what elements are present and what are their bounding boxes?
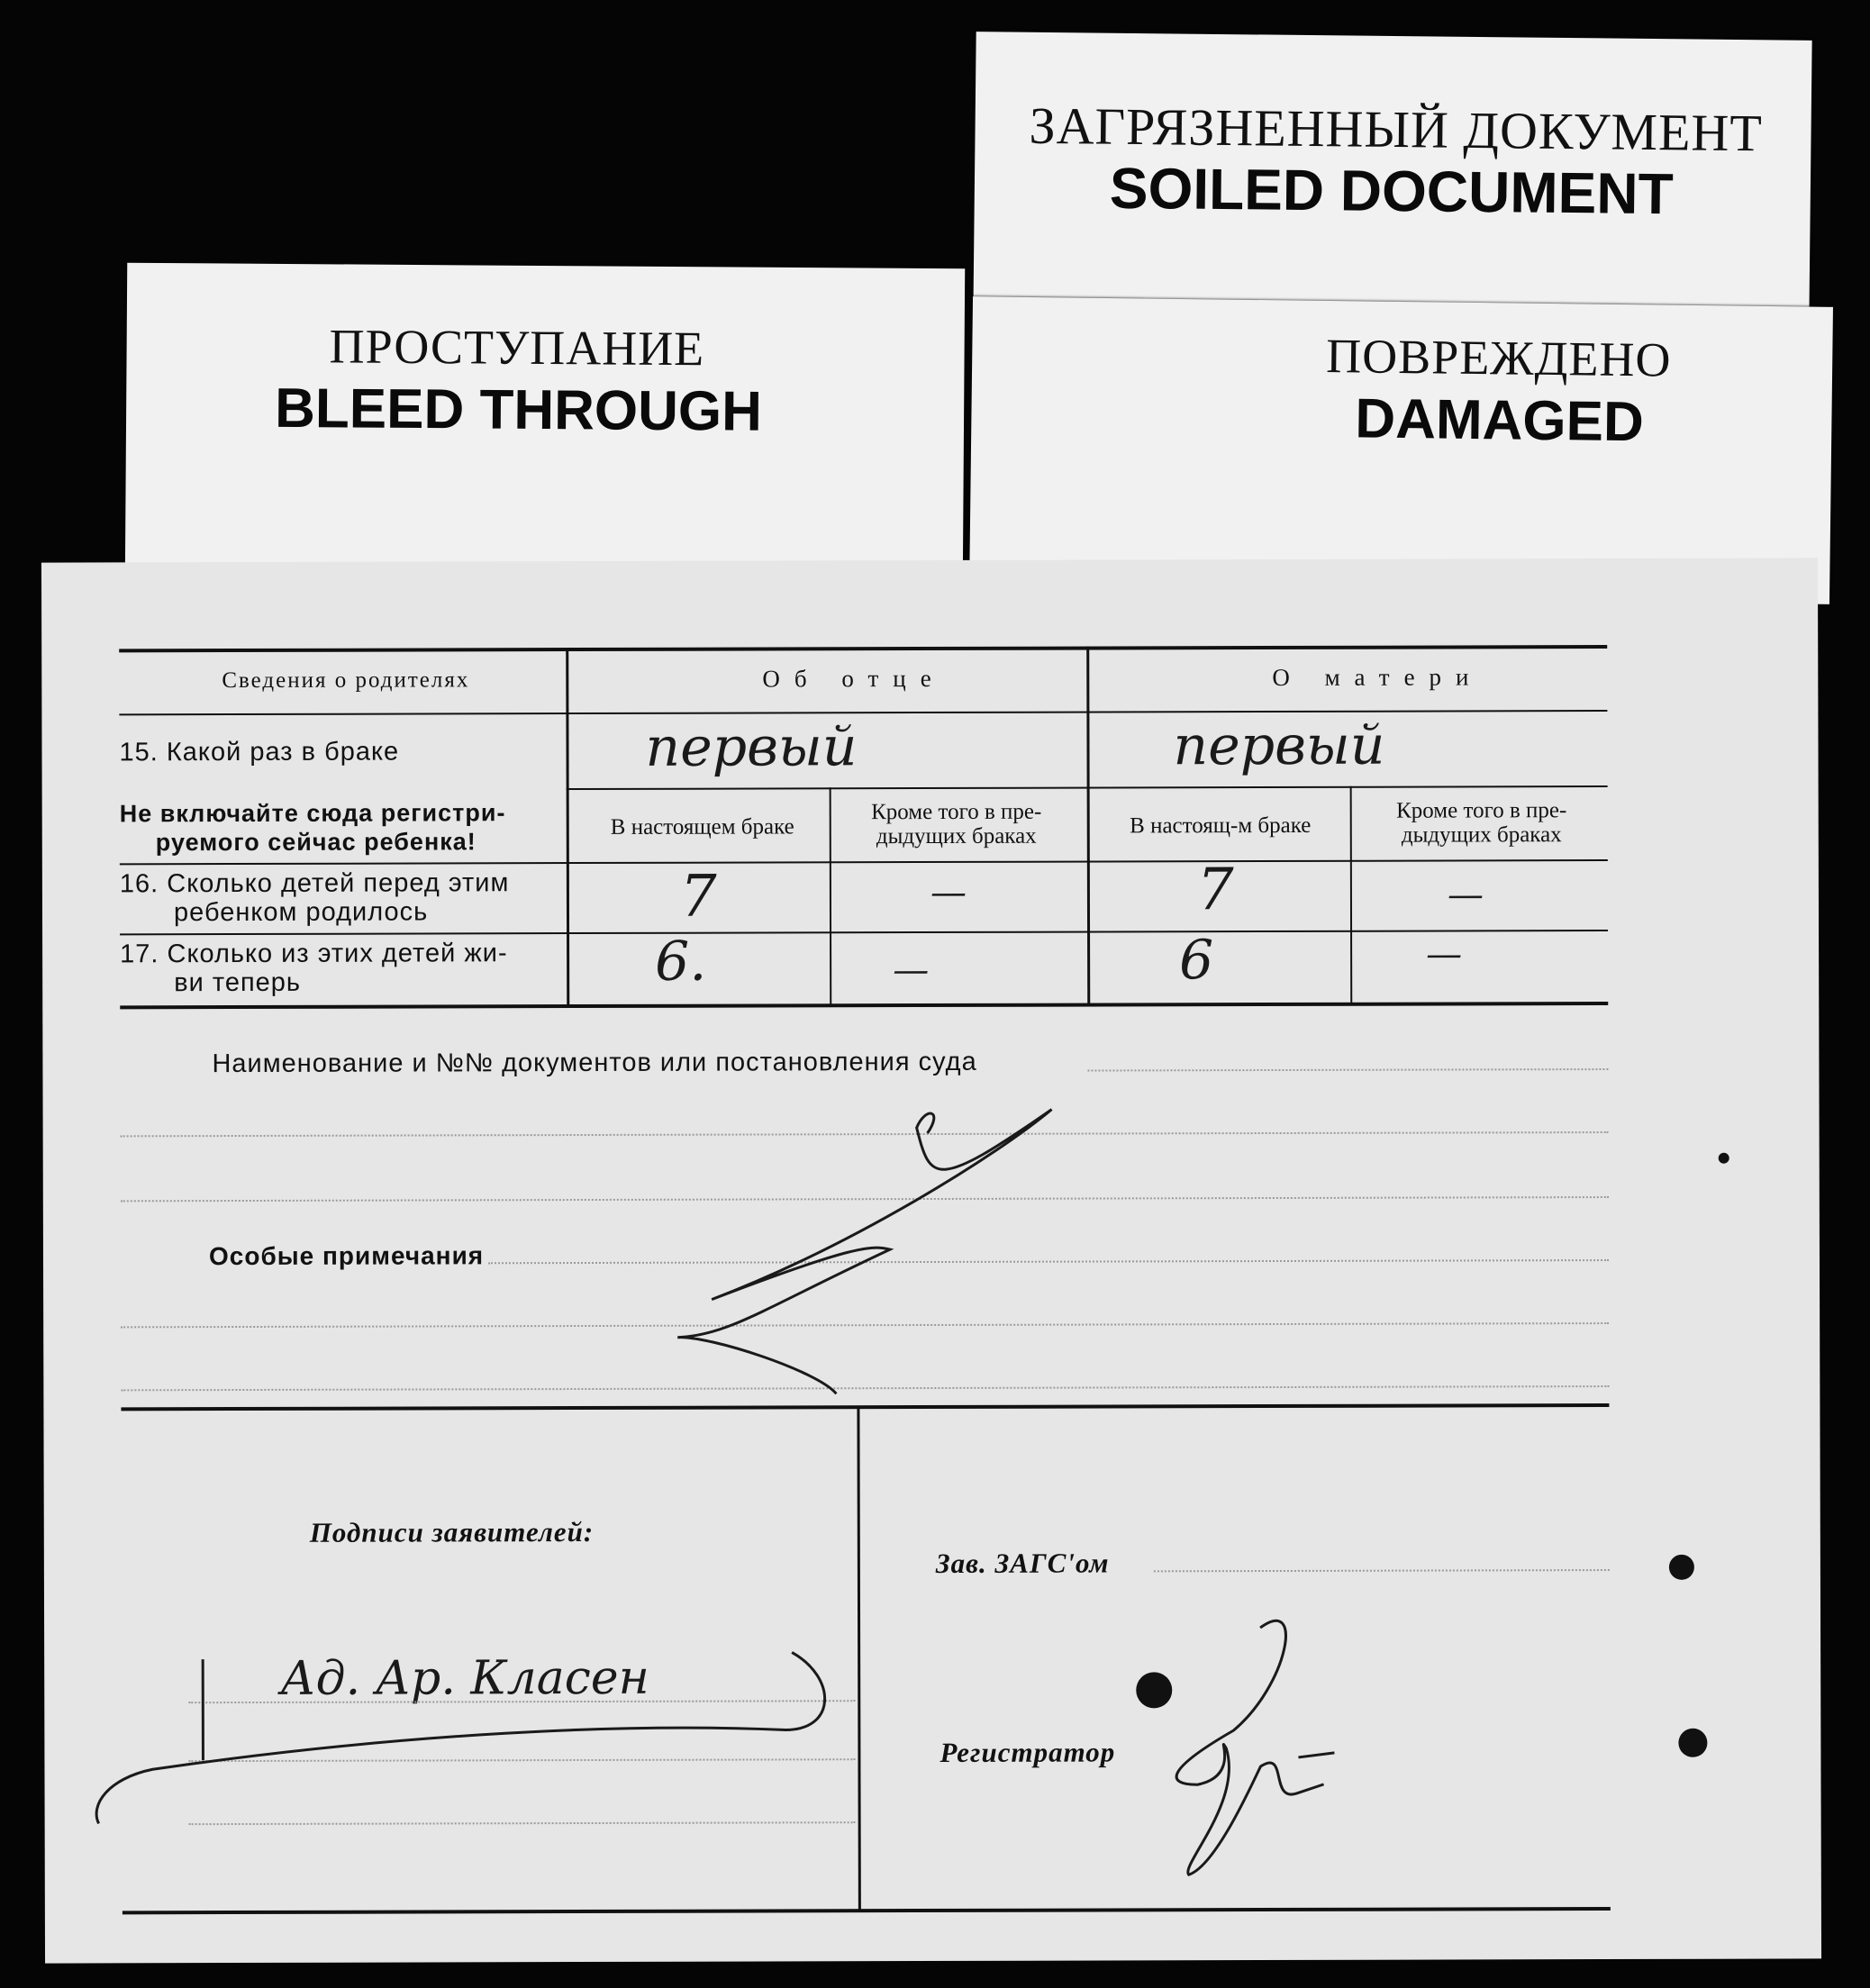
zags-head-label: Зав. ЗАГС'ом — [935, 1547, 1110, 1579]
q17-mother-previous: — — [1426, 933, 1463, 976]
subheader-mother-previous-2: дыдущих браках — [1401, 822, 1562, 848]
subheader-father-current: В настоящем браке — [610, 814, 794, 840]
soiled-flag-en: SOILED DOCUMENT — [1109, 155, 1675, 227]
q16-mother-previous: — — [1447, 874, 1484, 916]
subheader-mother-current: В настоящ-м браке — [1130, 812, 1312, 839]
header-mother: О матери — [1272, 663, 1484, 692]
question-17-line-2: ви теперь — [174, 967, 302, 998]
question-17-line-1: 17. Сколько из этих детей жи- — [120, 939, 508, 969]
bleed-flag-en: BLEED THROUGH — [274, 377, 763, 443]
q15-father-answer: первый — [645, 715, 858, 779]
q16-father-current: 7 — [679, 863, 717, 930]
damaged-flag-ru: ПОВРЕЖДЕНО — [1325, 328, 1672, 387]
soiled-flag-ru: ЗАГРЯЗНЕННЫЙ ДОКУМЕНТ — [1029, 95, 1764, 163]
question-15-label: 15. Какой раз в браке — [119, 737, 400, 767]
subheader-father-previous-2: дыдущих браках — [876, 823, 1037, 849]
damaged-flag-en: DAMAGED — [1355, 387, 1645, 454]
subheader-father-previous-1: Кроме того в пре- — [871, 799, 1042, 825]
registration-form-sheet — [41, 558, 1821, 1963]
note-line-2: руемого сейчас ребенка! — [155, 828, 477, 857]
remarks-label: Особые примечания — [208, 1241, 485, 1271]
documents-label: Наименование и №№ документов или постановления суда — [212, 1047, 977, 1079]
question-16-line-1: 16. Сколько детей перед этим — [119, 868, 510, 899]
header-parents-info: Сведения о родителях — [222, 667, 470, 694]
registrar-signature — [41, 558, 1821, 1963]
applicants-label: Подписи заявителей: — [309, 1515, 595, 1548]
bleed-flag-ru: ПРОСТУПАНИЕ — [329, 319, 705, 377]
question-16-line-2: ребенком родилось — [173, 897, 429, 928]
q17-father-current: 6. — [655, 930, 707, 994]
registrar-label: Регистратор — [940, 1736, 1116, 1768]
applicant-signature: Ад. Ар. Класен — [280, 1650, 649, 1706]
q17-mother-current: 6 — [1179, 929, 1214, 993]
q16-mother-current: 7 — [1196, 857, 1234, 924]
note-line-1: Не включайте сюда регистри- — [119, 799, 506, 828]
bleed-through-flag — [125, 263, 965, 593]
q17-father-previous: — — [893, 949, 930, 992]
q15-mother-answer: первый — [1173, 713, 1385, 778]
soiled-document-flag — [973, 32, 1811, 329]
q16-father-previous: — — [930, 871, 967, 914]
subheader-mother-previous-1: Кроме того в пре- — [1396, 798, 1567, 823]
header-father: Об отце — [762, 664, 946, 693]
